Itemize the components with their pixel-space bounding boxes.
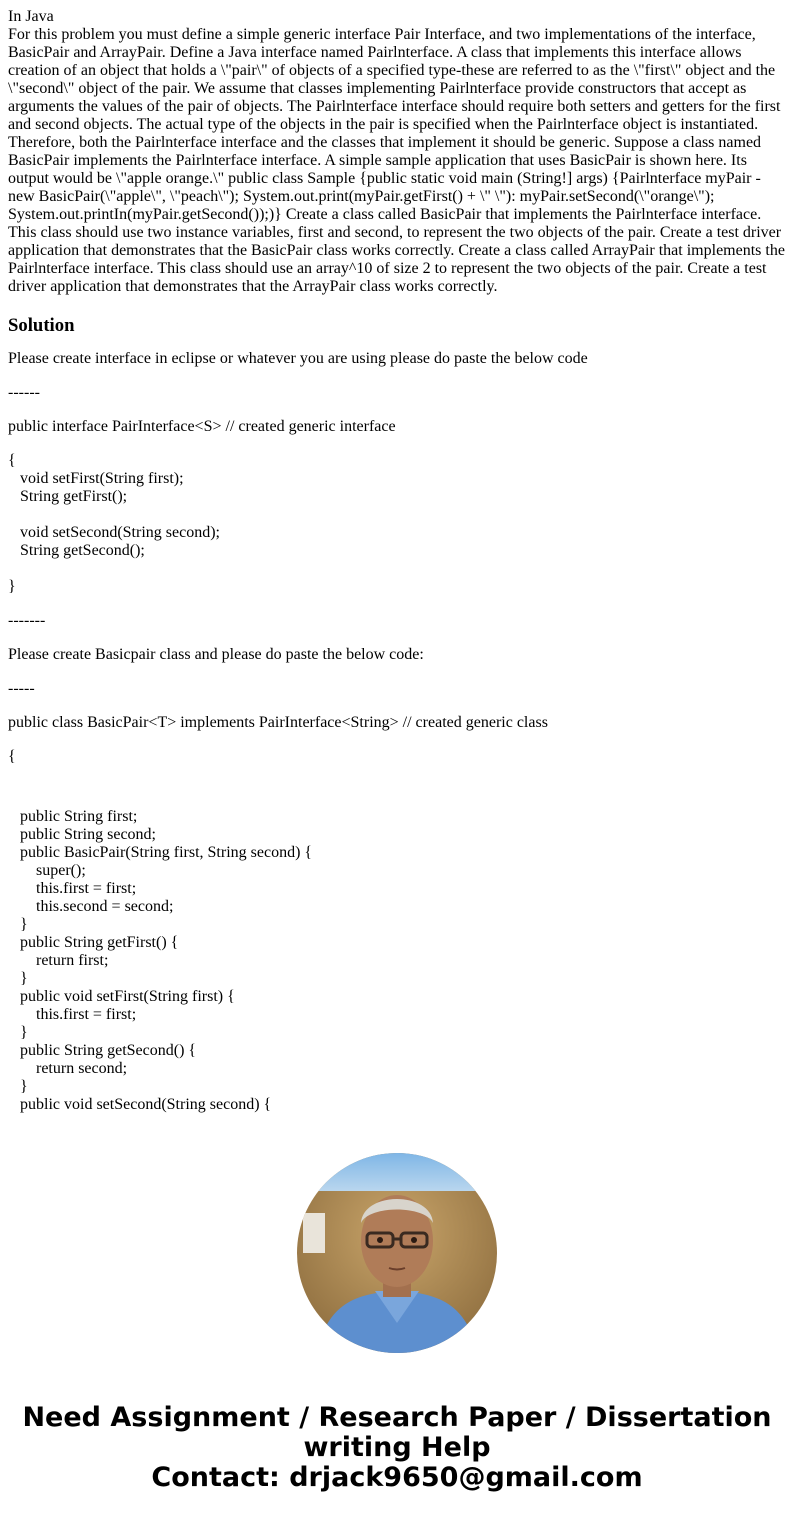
question-block	[8, 8, 786, 296]
promo-banner	[0, 1403, 794, 1493]
author-portrait-image	[297, 1153, 497, 1353]
separator-line: ------	[8, 384, 40, 401]
interface-code-body: { void setFirst(String first); String getFirst(); void setSecond(String second); String getSecond(); }	[8, 452, 220, 595]
solution-intro-interface: Please create interface in eclipse or whatever you are using please do paste the below code	[8, 350, 588, 367]
promo-line-1: Need Assignment / Research Paper / Dissertation	[22, 1402, 772, 1433]
class-code-body: public String first; public String second; public BasicPair(String first, String second) { super(); this.first = first; this.second = second; } public String getFirst() { return first; } public void setFirst(String first) { this.first = first; } public String getSecond() { return second; } public void setSecond(String second) {	[20, 808, 313, 1113]
interface-declaration: public interface PairInterface<S> // created generic interface	[8, 418, 396, 435]
solution-heading: Solution	[8, 315, 75, 336]
separator-line: -----	[8, 680, 35, 697]
question-body: For this problem you must define a simple generic interface Pair Interface, and two implementations of the interface, BasicPair and ArrayPair. Define a Java interface named Pairlnterface. A class that implements this interface allows creation of an object that holds a \"pair\" of objects of a specified type-these are referred to as the \"first\" object and the \"second\" object of the pair. We assume that classes implementing Pairlnterface provide constructors that accept as arguments the values of the pair of objects. The Pairlnterface interface should require both setters and getters for the first and second objects. The actual type of the objects in the pair is specified when the Pairlnterface object is instantiated. Therefore, both the Pairlnterface interface and the classes that implement it should be generic. Suppose a class named BasicPair implements the Pairlnterface interface. A simple sample application that uses BasicPair is shown here. Its output would be \"apple orange.\" public class Sample {public static void main (String!] args) {Pairlnterface myPair - new BasicPair(\"apple\", \"peach\"); System.out.print(myPair.getFirst() + \" \"): myPair.setSecond(\"orange\"); System.out.printIn(myPair.getSecond());)} Create a class called BasicPair that implements the Pairlnterface interface. This class should use two instance variables, first and second, to represent the two objects of the pair. Create a test driver application that demonstrates that the BasicPair class works correctly. Create a class called ArrayPair that implements the Pairlnterface interface. This class should use an array^10 of size 2 to represent the two objects of the pair. Create a test driver application that demonstrates that the ArrayPair class works correctly.	[8, 26, 785, 295]
promo-contact: Contact: drjack9650@gmail.com	[151, 1462, 643, 1493]
class-open-brace: {	[8, 748, 16, 765]
separator-line: -------	[8, 612, 46, 629]
solution-intro-class: Please create Basicpair class and please do paste the below code:	[8, 646, 424, 663]
document-content	[8, 8, 786, 1122]
class-declaration: public class BasicPair<T> implements PairInterface<String> // created generic class	[8, 714, 548, 731]
author-photo	[297, 1153, 497, 1353]
promo-line-2: writing Help	[303, 1432, 491, 1463]
question-title: In Java	[8, 8, 54, 25]
